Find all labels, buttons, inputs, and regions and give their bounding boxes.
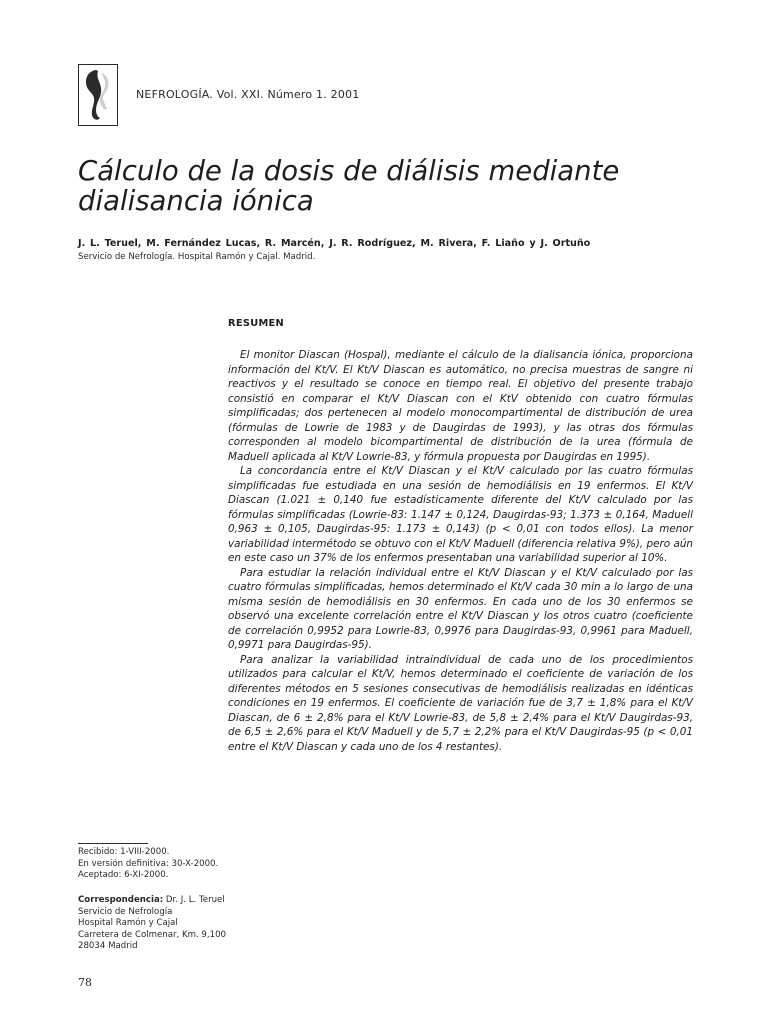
abstract-body bbox=[228, 348, 693, 754]
journal-citation: NEFROLOGÍA. Vol. XXI. Número 1. 2001 bbox=[136, 88, 360, 101]
kidney-journal-logo-icon bbox=[79, 65, 116, 124]
correspondence-heading bbox=[78, 895, 226, 907]
address-line: Servicio de Nefrología bbox=[78, 906, 173, 917]
page-number: 78 bbox=[78, 976, 92, 989]
journal-logo bbox=[78, 64, 118, 126]
abstract-paragraph: El monitor Diascan (Hospal), mediante el cálculo de la dialisancia iónica, proporciona información del Kt/V. El Kt/V Diascan es automático, no precisa muestras de sangre ni reactivos y el resultado se conoce en tiempo real. El objetivo del presente trabajo consistió en comparar el Kt/V Diascan con el KtV obtenido con cuatro fórmulas simplificadas; dos pertenecen al modelo monocompartimental de distribución de urea (fórmulas de Lowrie de 1983 y de Daugirdas de 1993), y las otras dos fórmulas corresponden al modelo bicompartimental de distribución de la urea (fórmula de Maduell aplicada al Kt/V Lowrie-83, y fórmula propuesta por Daugirdas en 1995). bbox=[228, 349, 693, 463]
article-title: Cálculo de la dosis de diálisis mediante dialisancia iónica bbox=[78, 155, 620, 217]
accepted-date: Aceptado: 6-XI-2000. bbox=[78, 870, 169, 880]
author-affiliation: Servicio de Nefrología. Hospital Ramón y Cajal. Madrid. bbox=[78, 252, 316, 262]
correspondence-block bbox=[78, 895, 226, 953]
revised-date: En versión definitiva: 30-X-2000. bbox=[78, 858, 219, 869]
correspondence-name: Dr. J. L. Teruel bbox=[165, 895, 225, 905]
address-line: 28034 Madrid bbox=[78, 941, 138, 951]
author-list: J. L. Teruel, M. Fernández Lucas, R. Marcén, J. R. Rodríguez, M. Rivera, F. Liaño y J. Ortuño bbox=[78, 238, 591, 249]
address-line: Carretera de Colmenar, Km. 9,100 bbox=[78, 929, 227, 940]
abstract-paragraph: Para analizar la variabilidad intraindividual de cada uno de los procedimientos utilizados para calcular el Kt/V, hemos determinado el coeficiente de variación de los diferentes métodos en 5 sesiones consecutivas de hemodiálisis realizadas en idénticas condiciones en 19 enfermos. El coeficiente de variación fue de 3,7 ± 1,8% para el Kt/V Diascan, de 6 ± 2,8% para el Kt/V Lowrie-83, de 5,8 ± 2,4% para el Kt/V Daugirdas-93, de 6,5 ± 2,6% para el Kt/V Maduell y de 5,7 ± 2,2% para el Kt/V Daugirdas-95 (p < 0,01 entre el Kt/V Diascan y cada uno de los 4 restantes). bbox=[228, 653, 693, 753]
footnote-divider bbox=[78, 843, 148, 844]
address-line: Hospital Ramón y Cajal bbox=[78, 918, 178, 928]
abstract-paragraph: La concordancia entre el Kt/V Diascan y el Kt/V calculado por las cuatro fórmulas simplificadas fue estudiada en una sesión de hemodiálisis en 19 enfermos. El Kt/V Diascan (1.021 ± 0,140 fue estadísticamente diferente del Kt/V calculado por las fórmulas simplificadas (Lowrie-83: 1.147 ± 0,124, Daugirdas-93; 1.373 ± 0,164, Maduell 0,963 ± 0,105, Daugirdas-95: 1.173 ± 0,143) (p < 0,01 con todos ellos). La menor variabilidad intermétodo se obtuvo con el Kt/V Maduell (diferencia relativa 9%), pero aún en este caso un 37% de los enfermos presentaban una variabilidad superior al 10%. bbox=[228, 465, 693, 564]
submission-dates bbox=[78, 847, 218, 882]
correspondence-label: Correspondencia: bbox=[78, 895, 164, 905]
abstract-paragraph: Para estudiar la relación individual entre el Kt/V Diascan y el Kt/V calculado por las cuatro fórmulas simplificadas, hemos determinado el Kt/V cada 30 min a lo largo de una misma sesión de hemodiálisis en 30 enfermos. En cada uno de los 30 enfermos se observó una excelente correlación entre el Kt/V Diascan y los otros cuatro (coeficiente de correlación 0,9952 para Lowrie-83, 0,9976 para Daugirdas-93, 0,9961 para Maduell, 0,9971 para Daugirdas-95). bbox=[228, 566, 693, 651]
received-date: Recibido: 1-VIII-2000. bbox=[78, 847, 170, 857]
abstract-heading: RESUMEN bbox=[228, 318, 284, 329]
